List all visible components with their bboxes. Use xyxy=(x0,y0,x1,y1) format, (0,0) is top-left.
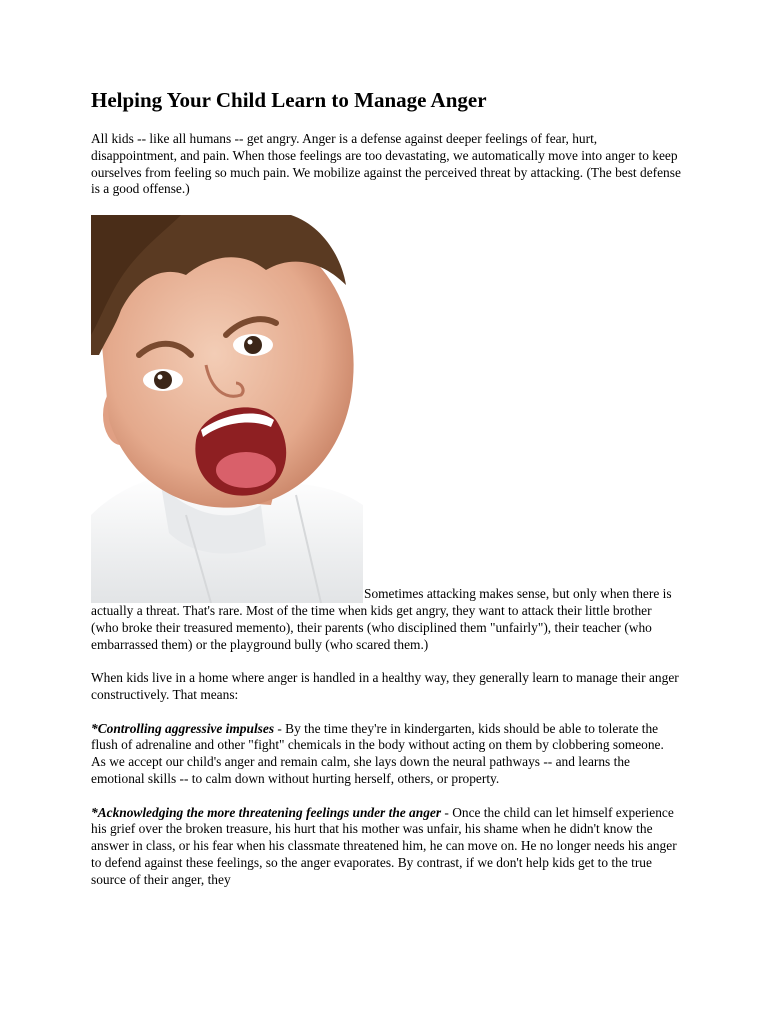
photo-paragraph-text: Sometimes attacking makes sense, but only when there is actually a threat. That's rare. Most of the time when kids get angry, they want to attack their little brother (who broke their treasured memento), their parents (who disciplined them "unfairly"), their teacher (who embarrassed them) or the playground bully (who scared them.) xyxy=(91,586,672,652)
intro-paragraph: All kids -- like all humans -- get angry. Anger is a defense against deeper feelings of fear, hurt, disappointment, and pain. When those feelings are too devastating, we automatically move into anger to keep ourselves from feeling so much pain. We mobilize against the perceived threat by attacking. (The best defense is a good offense.) xyxy=(91,131,681,197)
angry-child-photo xyxy=(91,215,363,603)
point-controlling-impulses xyxy=(91,721,681,788)
point2-text: - Once the child can let himself experience his grief over the broken treasure, his hurt that his mother was unfair, his shame when he didn't know the answer in class, or his fear when his classmate threatened him, he can move on. He no longer needs his anger to defend against these feelings, so the anger evaporates. By contrast, if we don't help kids get to the true source of their anger, they xyxy=(91,804,677,887)
point1-text: - By the time they're in kindergarten, kids should be able to tolerate the flush of adrenaline and other "fight" chemicals in the body without acting on them by clobbering someone. As we accept our child's anger and remain calm, she lays down the neural pathways -- and learns the emotional skills -- to calm down without hurting herself, others, or property. xyxy=(91,720,664,786)
document-title: Helping Your Child Learn to Manage Anger xyxy=(91,88,487,112)
healthy-home-paragraph: When kids live in a home where anger is handled in a healthy way, they generally learn to manage their anger constructively. That means: xyxy=(91,670,679,702)
photo-paragraph xyxy=(91,215,681,653)
point2-heading: *Acknowledging the more threatening feelings under the anger xyxy=(91,804,442,820)
point1-heading: *Controlling aggressive impulses xyxy=(91,720,275,736)
point-acknowledging-feelings xyxy=(91,805,681,889)
document-page xyxy=(91,86,681,905)
